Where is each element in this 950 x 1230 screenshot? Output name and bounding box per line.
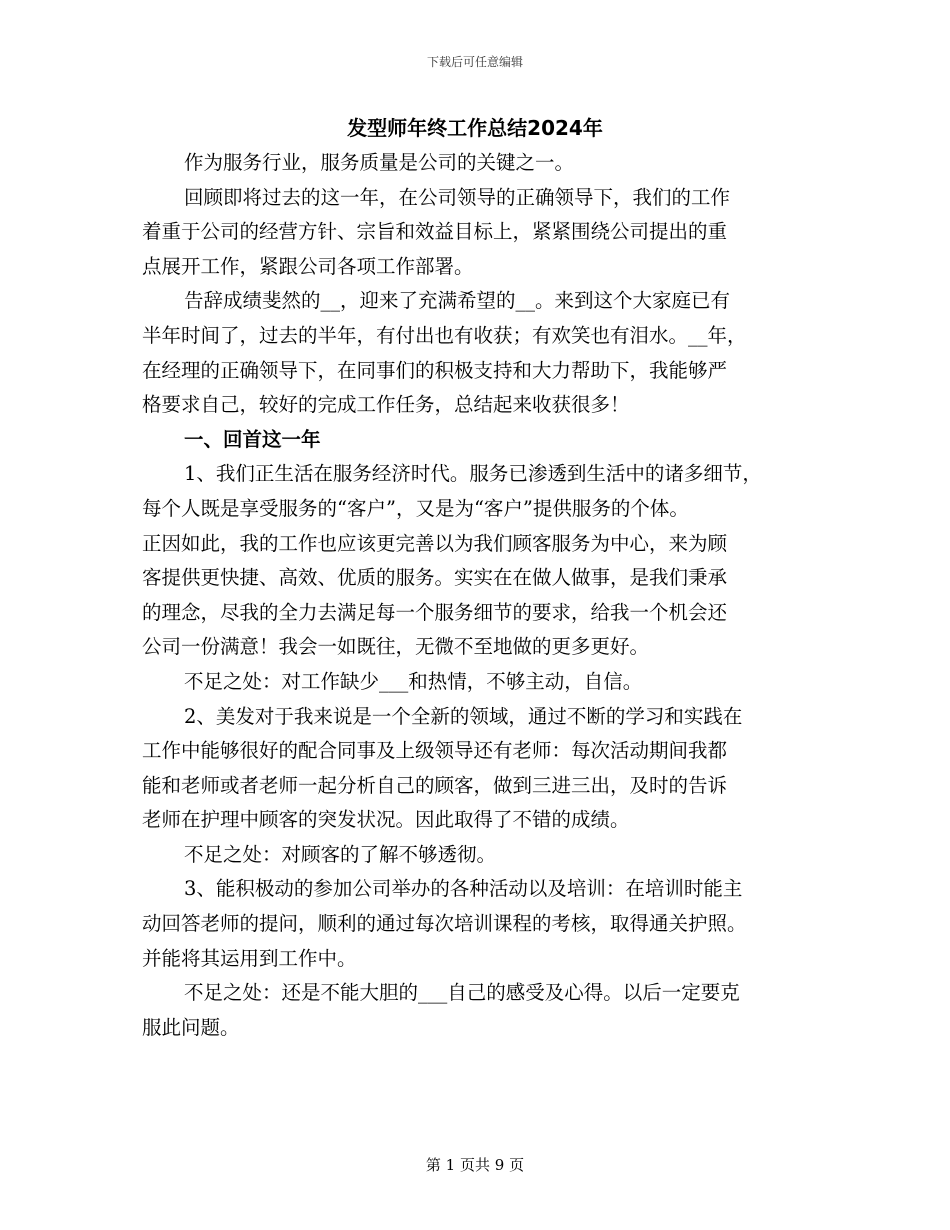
paragraph-line: 告辞成绩斐然的__，迎来了充满希望的__。来到这个大家庭已有 [184, 289, 731, 313]
paragraph-line: 点展开工作，紧跟公司各项工作部署。 [142, 254, 474, 278]
paragraph-line: 并能将其运用到工作中。 [142, 946, 357, 970]
paragraph-line: 格要求自己，较好的完成工作任务，总结起来收获很多！ [142, 393, 630, 417]
paragraph-line: 能和老师或者老师一起分析自己的顾客，做到三进三出，及时的告诉 [142, 773, 728, 797]
paragraph-line: 回顾即将过去的这一年，在公司领导的正确领导下，我们的工作 [184, 185, 731, 209]
paragraph-line: 作为服务行业，服务质量是公司的关键之一。 [184, 151, 575, 174]
paragraph-line: 客提供更快捷、高效、优质的服务。实实在在做人做事，是我们秉承 [142, 566, 728, 590]
paragraph-line: 不足之处：还是不能大胆的___自己的感受及心得。以后一定要克 [184, 981, 740, 1005]
paragraph-line: 3、能积极动的参加公司举办的各种活动以及培训：在培训时能主 [184, 877, 743, 901]
paragraph-line: 不足之处：对顾客的了解不够透彻。 [184, 842, 497, 866]
paragraph-line: 的理念，尽我的全力去满足每一个服务细节的要求，给我一个机会还 [142, 600, 728, 624]
paragraph-line: 工作中能够很好的配合同事及上级领导还有老师：每次活动期间我都 [142, 739, 728, 763]
paragraph-line: 正因如此，我的工作也应该更完善以为我们顾客服务为中心，来为顾 [142, 531, 728, 555]
paragraph-line: 不足之处：对工作缺少___和热情，不够主动，自信。 [184, 669, 643, 693]
section-heading: 一、回首这一年 [184, 427, 321, 451]
paragraph-line: 在经理的正确领导下，在同事们的积极支持和大力帮助下，我能够严 [142, 358, 728, 382]
paragraph-line: 每个人既是享受服务的“客户”，又是为“客户”提供服务的个体。 [142, 496, 689, 520]
paragraph-line: 1、我们正生活在服务经济时代。服务已渗透到生活中的诸多细节， [184, 462, 762, 486]
document-title: 发型师年终工作总结2024年 [347, 116, 603, 140]
header-note: 下载后可任意编辑 [426, 55, 523, 69]
document-body [142, 146, 807, 1045]
paragraph-line: 动回答老师的提问，顺利的通过每次培训课程的考核，取得通关护照。 [142, 912, 747, 936]
paragraph-line: 半年时间了，过去的半年，有付出也有收获；有欢笑也有泪水。__年， [142, 323, 747, 347]
paragraph-line: 老师在护理中顾客的突发状况。因此取得了不错的成绩。 [142, 808, 630, 832]
paragraph-line: 着重于公司的经营方针、宗旨和效益目标上，紧紧围绕公司提出的重 [142, 220, 728, 244]
paragraph-line: 服此问题。 [142, 1015, 240, 1039]
page-footer: 第 1 页共 9 页 [425, 1156, 525, 1174]
paragraph-line: 2、美发对于我来说是一个全新的领域，通过不断的学习和实践在 [184, 704, 743, 728]
paragraph-line: 公司一份满意！我会一如既往，无微不至地做的更多更好。 [142, 635, 650, 659]
